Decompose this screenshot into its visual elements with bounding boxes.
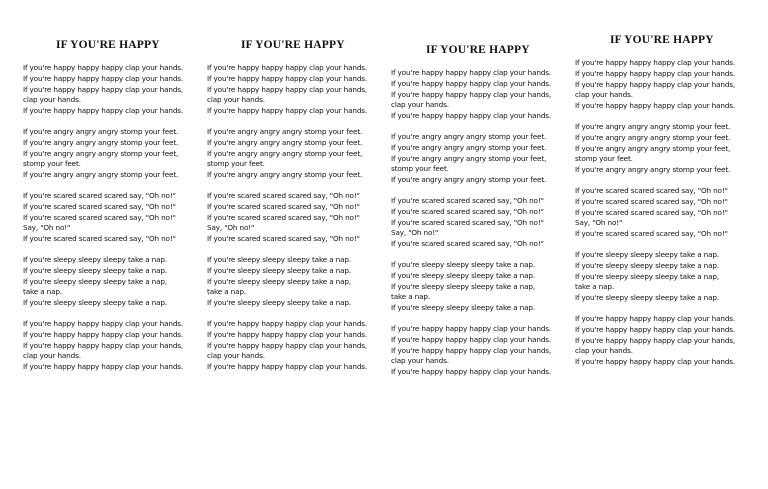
lyric-line: If you're angry angry angry stomp your feet. [575, 165, 731, 175]
verse-stanza [575, 250, 760, 304]
lyric-line: If you're sleepy sleepy sleepy take a nap. [575, 260, 719, 270]
lyric-line: If you're scared scared scared say, "Oh no!" [575, 185, 728, 195]
lyric-line: Say, "Oh no!" [391, 228, 439, 238]
lyric-line: If you're angry angry angry stomp your feet. [391, 131, 547, 141]
lyric-line: If you're happy happy happy clap your hands, [23, 340, 184, 350]
verse-stanza [391, 196, 576, 250]
verse-stanza [207, 319, 392, 373]
verse-stanza [391, 132, 576, 186]
lyric-line: If you're happy happy happy clap your hands. [391, 78, 552, 88]
lyric-line: If you're angry angry angry stomp your feet. [23, 170, 179, 180]
lyric-line: If you're angry angry angry stomp your feet, [23, 148, 179, 158]
lyric-line: If you're angry angry angry stomp your feet. [23, 126, 179, 136]
lyric-line: If you're angry angry angry stomp your feet. [391, 142, 547, 152]
lyric-line: If you're angry angry angry stomp your feet. [391, 175, 547, 185]
lyric-line: take a nap. [207, 287, 247, 297]
lyric-line: If you're angry angry angry stomp your feet, [575, 143, 731, 153]
lyric-line: If you're sleepy sleepy sleepy take a nap. [207, 265, 351, 275]
column-title: IF YOU'RE HAPPY [56, 39, 160, 51]
lyric-line: If you're happy happy happy clap your hands. [207, 73, 368, 83]
verse-stanza [207, 63, 392, 117]
verse-stanza [23, 255, 208, 309]
lyric-line: If you're happy happy happy clap your hands. [23, 73, 184, 83]
column-title: IF YOU'RE HAPPY [426, 44, 530, 56]
lyric-line: If you're happy happy happy clap your hands. [575, 357, 736, 367]
lyric-line: If you're happy happy happy clap your hands. [391, 111, 552, 121]
lyric-line: If you're happy happy happy clap your hands. [575, 68, 736, 78]
verse-stanza [391, 324, 576, 378]
lyric-line: clap your hands. [207, 95, 265, 105]
lyric-line: If you're sleepy sleepy sleepy take a nap. [391, 259, 535, 269]
lyric-line: If you're scared scared scared say, "Oh no!" [207, 201, 360, 211]
lyric-line: clap your hands. [575, 346, 633, 356]
lyric-line: If you're happy happy happy clap your hands. [391, 323, 552, 333]
lyric-line: If you're angry angry angry stomp your feet. [575, 121, 731, 131]
lyric-line: If you're scared scared scared say, "Oh no!" [391, 206, 544, 216]
lyric-line: If you're scared scared scared say, "Oh no!" [23, 234, 176, 244]
lyric-line: If you're sleepy sleepy sleepy take a nap. [207, 254, 351, 264]
verse-stanza [23, 127, 208, 181]
lyric-line: clap your hands. [207, 351, 265, 361]
lyric-line: If you're scared scared scared say, "Oh no!" [23, 190, 176, 200]
lyric-line: If you're happy happy happy clap your hands. [391, 367, 552, 377]
verse-stanza [575, 122, 760, 176]
lyric-line: If you're happy happy happy clap your hands. [23, 329, 184, 339]
lyric-line: If you're happy happy happy clap your hands, [207, 84, 368, 94]
lyric-line: If you're happy happy happy clap your hands, [575, 335, 736, 345]
lyric-line: clap your hands. [23, 95, 81, 105]
lyric-line: If you're happy happy happy clap your hands, [391, 89, 552, 99]
lyric-line: If you're happy happy happy clap your hands. [207, 63, 368, 72]
column-title: IF YOU'RE HAPPY [241, 39, 345, 51]
lyric-line: If you're happy happy happy clap your hands. [207, 318, 368, 328]
lyric-line: If you're sleepy sleepy sleepy take a nap. [575, 293, 719, 303]
lyric-line: If you're angry angry angry stomp your feet. [207, 170, 363, 180]
lyric-line: If you're happy happy happy clap your hands. [23, 106, 184, 116]
lyric-line: take a nap. [23, 287, 63, 297]
lyric-line: take a nap. [575, 282, 615, 292]
lyric-line: If you're happy happy happy clap your hands. [391, 68, 552, 77]
lyric-line: If you're happy happy happy clap your hands. [23, 362, 184, 372]
verse-stanza [23, 63, 208, 117]
lyric-line: If you're sleepy sleepy sleepy take a nap. [575, 249, 719, 259]
lyric-line: If you're angry angry angry stomp your feet, [391, 153, 547, 163]
lyric-line: If you're happy happy happy clap your hands, [391, 345, 552, 355]
lyric-line: If you're happy happy happy clap your hands. [575, 101, 736, 111]
lyric-line: If you're happy happy happy clap your hands. [575, 58, 736, 67]
verse-stanza [575, 186, 760, 240]
lyric-line: If you're happy happy happy clap your hands. [207, 329, 368, 339]
lyric-line: If you're happy happy happy clap your hands. [391, 334, 552, 344]
lyric-line: clap your hands. [575, 90, 633, 100]
lyric-line: stomp your feet. [575, 154, 633, 164]
lyric-line: If you're happy happy happy clap your hands, [575, 79, 736, 89]
lyric-line: If you're sleepy sleepy sleepy take a nap. [23, 265, 167, 275]
lyric-line: If you're sleepy sleepy sleepy take a nap. [391, 303, 535, 313]
lyric-line: If you're angry angry angry stomp your feet. [207, 126, 363, 136]
lyric-line: If you're sleepy sleepy sleepy take a nap. [23, 298, 167, 308]
lyric-line: Say, "Oh no!" [23, 223, 71, 233]
lyric-line: If you're scared scared scared say, "Oh no!" [207, 212, 360, 222]
lyric-line: If you're scared scared scared say, "Oh no!" [575, 229, 728, 239]
verse-stanza [207, 191, 392, 245]
lyric-line: stomp your feet. [391, 164, 449, 174]
column-title: IF YOU'RE HAPPY [610, 34, 714, 46]
lyric-line: clap your hands. [23, 351, 81, 361]
song-column-3 [391, 44, 576, 388]
lyric-line: If you're scared scared scared say, "Oh no!" [207, 190, 360, 200]
lyric-line: If you're scared scared scared say, "Oh no!" [23, 201, 176, 211]
lyric-line: If you're sleepy sleepy sleepy take a nap. [207, 298, 351, 308]
lyric-line: If you're happy happy happy clap your hands. [575, 324, 736, 334]
song-column-1 [23, 39, 208, 383]
verse-stanza [207, 127, 392, 181]
verse-stanza [23, 319, 208, 373]
lyric-line: If you're happy happy happy clap your hands. [23, 63, 184, 72]
verse-stanza [207, 255, 392, 309]
lyric-line: If you're sleepy sleepy sleepy take a nap. [391, 270, 535, 280]
lyric-line: stomp your feet. [23, 159, 81, 169]
lyric-line: If you're happy happy happy clap your hands, [207, 340, 368, 350]
lyric-line: Say, "Oh no!" [207, 223, 255, 233]
verse-stanza [391, 68, 576, 122]
song-column-4 [575, 34, 760, 378]
lyric-line: take a nap. [391, 292, 431, 302]
lyric-line: If you're sleepy sleepy sleepy take a nap. [23, 254, 167, 264]
lyric-line: If you're scared scared scared say, "Oh no!" [575, 196, 728, 206]
lyric-line: If you're sleepy sleepy sleepy take a nap, [575, 271, 719, 281]
lyric-line: If you're scared scared scared say, "Oh no!" [207, 234, 360, 244]
lyric-line: If you're scared scared scared say, "Oh no!" [391, 195, 544, 205]
lyric-line: If you're sleepy sleepy sleepy take a nap, [23, 276, 167, 286]
lyric-line: If you're happy happy happy clap your hands. [23, 318, 184, 328]
lyric-line: If you're scared scared scared say, "Oh no!" [23, 212, 176, 222]
lyric-line: If you're angry angry angry stomp your feet, [207, 148, 363, 158]
lyric-line: clap your hands. [391, 100, 449, 110]
lyric-line: Say, "Oh no!" [575, 218, 623, 228]
verse-stanza [575, 58, 760, 112]
lyric-line: stomp your feet. [207, 159, 265, 169]
lyric-line: If you're angry angry angry stomp your feet. [23, 137, 179, 147]
lyric-line: clap your hands. [391, 356, 449, 366]
lyric-line: If you're happy happy happy clap your hands. [207, 106, 368, 116]
verse-stanza [391, 260, 576, 314]
lyric-line: If you're happy happy happy clap your hands, [23, 84, 184, 94]
verse-stanza [23, 191, 208, 245]
verse-stanza [575, 314, 760, 368]
lyric-line: If you're scared scared scared say, "Oh no!" [575, 207, 728, 217]
lyric-line: If you're sleepy sleepy sleepy take a nap, [207, 276, 351, 286]
lyric-line: If you're scared scared scared say, "Oh no!" [391, 239, 544, 249]
lyric-line: If you're sleepy sleepy sleepy take a nap, [391, 281, 535, 291]
lyric-line: If you're angry angry angry stomp your feet. [207, 137, 363, 147]
lyric-line: If you're angry angry angry stomp your feet. [575, 132, 731, 142]
lyric-line: If you're happy happy happy clap your hands. [207, 362, 368, 372]
song-column-2 [207, 39, 392, 383]
lyric-line: If you're scared scared scared say, "Oh no!" [391, 217, 544, 227]
lyric-line: If you're happy happy happy clap your hands. [575, 313, 736, 323]
